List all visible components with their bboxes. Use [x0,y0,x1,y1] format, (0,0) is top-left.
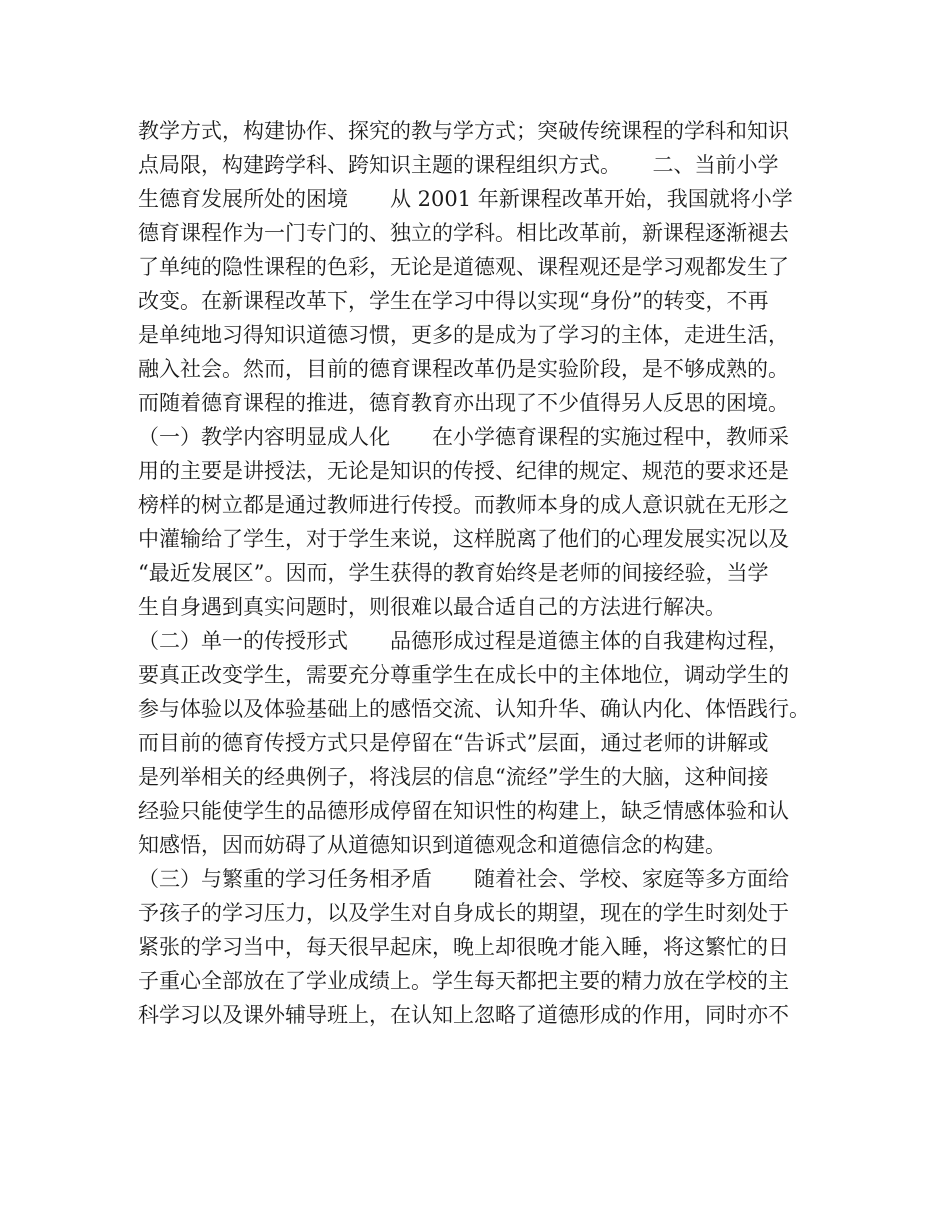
text-line: 予孩子的学习压力，以及学生对自身成长的期望，现在的学生时刻处于 [138,901,789,925]
text-line: 而目前的德育传授方式只是停留在“告诉式”层面，通过老师的讲解或 [138,731,769,755]
text-line: 生自身遇到真实问题时，则很难以最合适自己的方法进行解决。 [138,595,726,619]
text-line: 生德育发展所处的困境 从 2001 年新课程改革开始，我国就将小学 [138,187,793,211]
text-line: 教学方式，构建协作、探究的教与学方式；突破传统课程的学科和知识 [138,119,789,143]
text-line: 榜样的树立都是通过教师进行传授。而教师本身的成人意识就在无形之 [138,493,789,517]
text-line: 紧张的学习当中，每天很早起床，晚上却很晚才能入睡，将这繁忙的日 [138,935,789,959]
text-line: 点局限，构建跨学科、跨知识主题的课程组织方式。 二、当前小学 [138,153,779,177]
text-line: 子重心全部放在了学业成绩上。学生每天都把主要的精力放在学校的主 [138,969,789,993]
text-line: 德育课程作为一门专门的、独立的学科。相比改革前，新课程逐渐褪去 [138,221,789,245]
text-line: 了单纯的隐性课程的色彩，无论是道德观、课程观还是学习观都发生了 [138,255,789,279]
text-line: “最近发展区”。因而，学生获得的教育始终是老师的间接经验，当学 [138,561,769,585]
body-text [138,114,818,1032]
text-line: 是列举相关的经典例子，将浅层的信息“流经”学生的大脑，这种间接 [138,765,769,789]
text-line: 经验只能使学生的品德形成停留在知识性的构建上，缺乏情感体验和认 [138,799,789,823]
text-line: 用的主要是讲授法，无论是知识的传授、纪律的规定、规范的要求还是 [138,459,789,483]
text-line: 而随着德育课程的推进，德育教育亦出现了不少值得另人反思的困境。 [138,391,789,415]
text-line: （二）单一的传授形式 品德形成过程是道德主体的自我建构过程， [138,629,789,653]
text-line: 改变。在新课程改革下，学生在学习中得以实现“身份”的转变，不再 [138,289,769,313]
text-line: 知感悟，因而妨碍了从道德知识到道德观念和道德信念的构建。 [138,833,726,857]
text-line: 融入社会。然而，目前的德育课程改革仍是实验阶段，是不够成熟的。 [138,357,789,381]
text-line: 科学习以及课外辅导班上，在认知上忽略了道德形成的作用，同时亦不 [138,1003,789,1027]
text-line: 要真正改变学生，需要充分尊重学生在成长中的主体地位，调动学生的 [138,663,789,687]
text-line: 是单纯地习得知识道德习惯，更多的是成为了学习的主体，走进生活， [138,323,789,347]
text-line: （一）教学内容明显成人化 在小学德育课程的实施过程中，教师采 [138,425,789,449]
text-line: 中灌输给了学生，对于学生来说，这样脱离了他们的心理发展实况以及 [138,527,789,551]
text-line: （三）与繁重的学习任务相矛盾 随着社会、学校、家庭等多方面给 [138,867,789,891]
text-line: 参与体验以及体验基础上的感悟交流、认知升华、确认内化、体悟践行。 [138,697,810,721]
